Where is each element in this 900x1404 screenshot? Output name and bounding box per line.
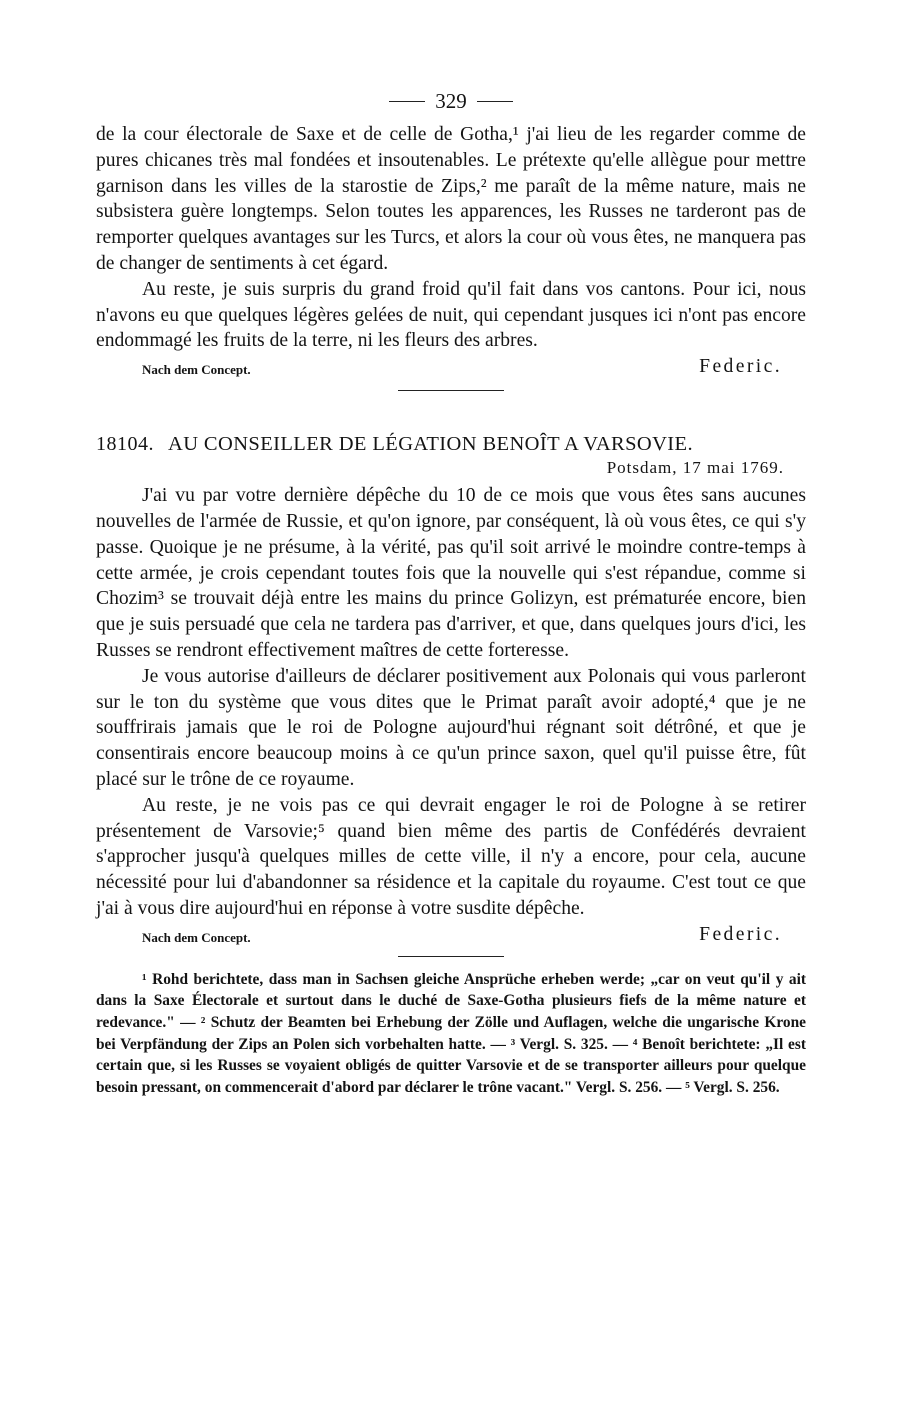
letter2-dateline: Potsdam, 17 mai 1769. [606,458,784,478]
letter1-paragraph-1: de la cour électorale de Saxe et de celle de Gotha,¹ j'ai lieu de les regarder comme de pures chicanes très mal fondées et insoutenables. Le prétexte qu'elle allègue pour mettre garnison dans les villes de la starostie de Zips,² me paraît de la même nature, mais ne subsistera guère longtemps. Selon toutes les apparences, les Russes ne tarderont pas de remporter quelques avantages sur les Turcs, et alors la cour où vous êtes, ne manquera pas de changer de sentiments à cet égard. [96,124,806,274]
letter1-signature: Federic. [699,356,782,378]
section-divider [398,390,504,391]
letter2-paragraph-1: J'ai vu par votre dernière dépêche du 10 de ce mois que vous êtes sans aucunes nouvelles de l'armée de Russie, et qu'on ignore, par conséquent, là où vous êtes, ce qui s'y passe. Quoique je ne présume, à la vérité, pas qu'il soit arrivé le moindre contre-temps à cette armée, je crois cependant toutes fois que la nouvelle qui s'est répandue, comme si Chozim³ se trouvait déjà entre les mains du prince Golizyn, est prématurée encore, bien que je suis persuadé que cela ne tardera pas d'arriver, et que, dans quelques jours d'ici, les Russes se rendront effectivement maîtres de cette forteresse. [96,485,806,661]
letter2-signature: Federic. [699,923,782,945]
letter2-source-note: Nach dem Concept. [142,929,251,945]
header-dash-left [389,101,425,102]
letter-18104 [96,431,806,957]
page-number: 329 [435,88,467,113]
book-page [96,86,806,1098]
letter2-title: AU CONSEILLER DE LÉGATION BENOÎT A VARSOVIE. [168,433,693,456]
header-dash-right [477,101,513,102]
letter2-paragraph-2: Je vous autorise d'ailleurs de déclarer positivement aux Polonais qui vous parleront sur le ton du système que vous dites que le Primat paraît avoir adopté,⁴ que je ne souffrirais jamais que le roi de Pologne aujourd'hui régnant soit détrôné, et que je consentirais encore beaucoup moins à ce qu'un prince saxon, quel qu'il puisse être, fût placé sur le trône de ce royaume. [96,665,806,790]
letter1-paragraph-2: Au reste, je suis surpris du grand froid qu'il fait dans vos cantons. Pour ici, nous n'avons eu que quelques légères gelées de nuit, qui cependant jusques ici n'ont pas encore endommagé les fruits de la terre, ni les fleurs des arbres. [96,278,806,352]
letter2-heading [96,431,806,457]
page-header [96,86,806,116]
letter1-source-note: Nach dem Concept. [142,362,251,378]
footnote-divider [398,956,504,957]
letter2-closing [96,920,806,946]
letter2-number: 18104. [96,433,154,456]
letter-continuation [96,122,806,391]
letter1-closing [96,352,806,378]
footnotes: ¹ Rohd berichtete, dass man in Sachsen gleiche Ansprüche erheben werde; „car on veut qu'il y ait dans la Saxe Électorale et surtout dans le duché de Saxe-Gotha plusieurs fiefs de la même nature et redevance." — ² Schutz der Beamten bei Erhebung der Zölle und Auflagen, welche die ungarische Krone bei Verpfändung der Zips an Polen sich vorbehalten hatte. — ³ Vergl. S. 325. — ⁴ Benoît berichtete: „Il est certain que, si les Russes se voyaient obligés de quitter Varsovie et de se transporter ailleurs pour quelque besoin pressant, on commencerait d'abord par déclarer le trône vacant." Vergl. S. 256. — ⁵ Vergl. S. 256. [96,970,806,1096]
letter2-paragraph-3: Au reste, je ne vois pas ce qui devrait engager le roi de Pologne à se retirer présentement de Varsovie;⁵ quand bien même des partis de Confédérés devraient s'approcher jusqu'à quelques milles de cette ville, il n'y a encore, pour cela, aucune nécessité pour lui d'abandonner sa résidence et la capitale du royaume. C'est tout ce que j'ai à vous dire aujourd'hui en réponse à votre susdite dépêche. [96,794,806,919]
